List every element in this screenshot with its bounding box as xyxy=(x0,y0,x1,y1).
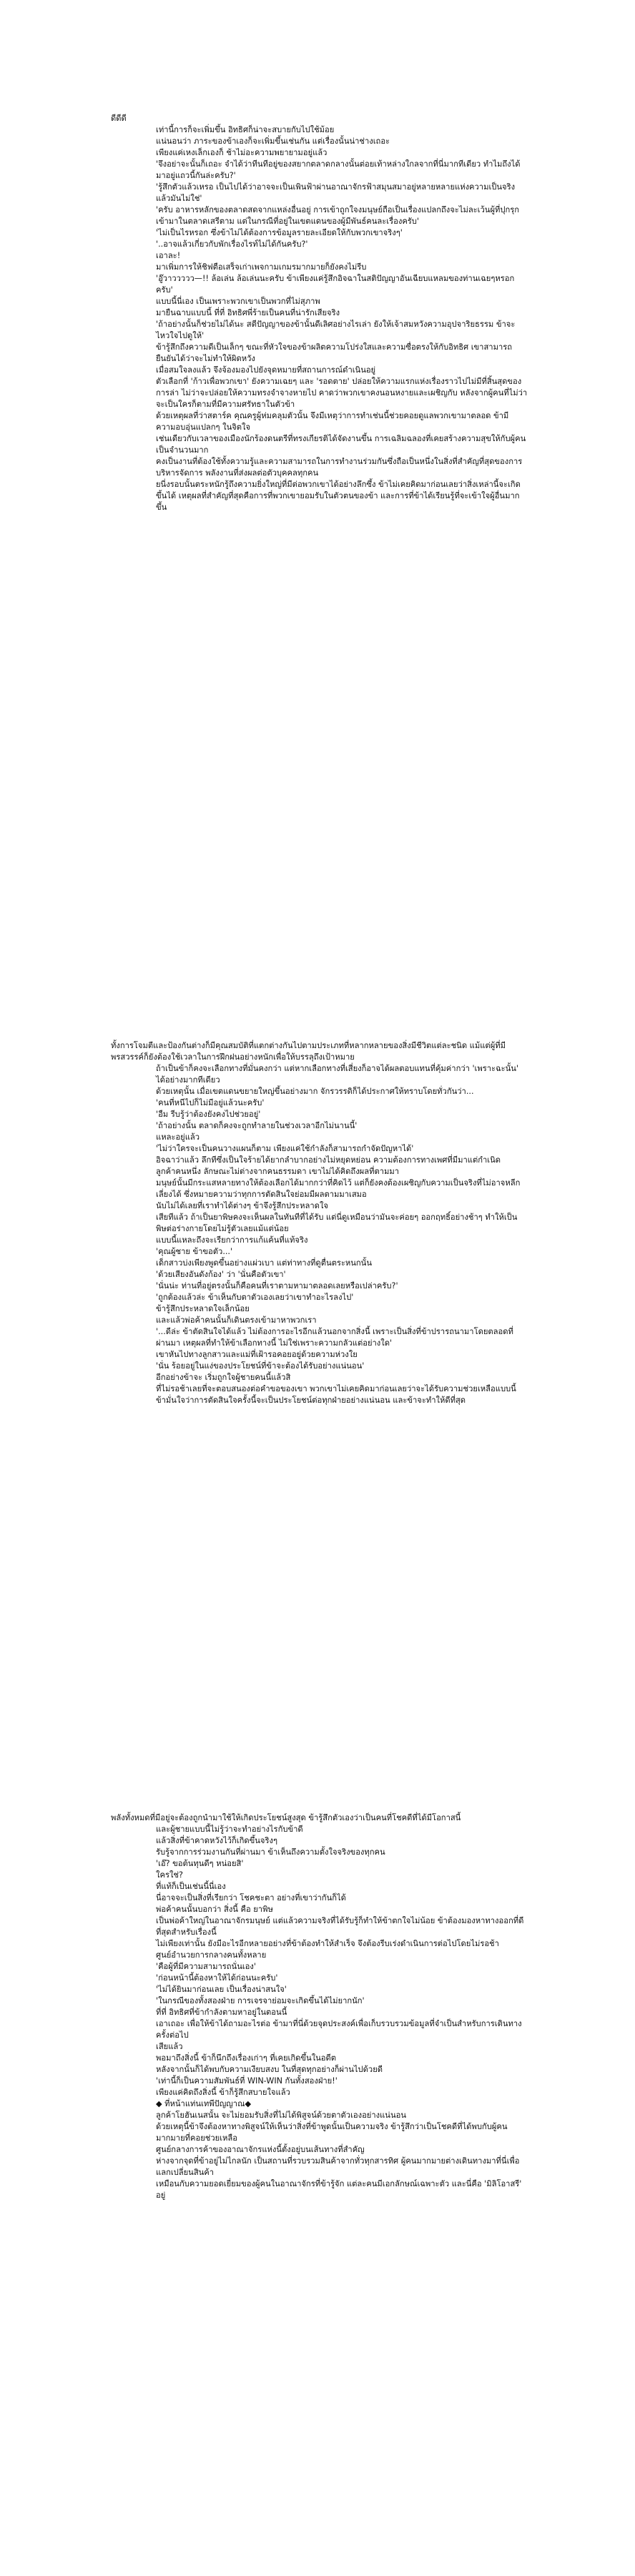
paragraph: 'จึงอย่าจะนั้นก็เถอะ จำได้ว่าทีนทีอยู่ของสยากตลาดกลางนั้นต่อยเท้าหล่างใกลจากที่นี่มากทีเดียว ทำไมถึงได้มาอยู่แถวนี้กันล่ะครับ?' xyxy=(156,159,521,180)
paragraph: หลังจากนั้นก็ได้พบกับความเงียบสงบ ในที่สุดทุกอย่างก็ผ่านไปด้วยดี xyxy=(156,2065,383,2074)
paragraph: นี่อาจจะเป็นสิ่งที่เรียกว่า โชคชะตา อย่างที่เขาว่ากันก็ได้ xyxy=(156,1893,346,1903)
text-section-2 xyxy=(0,1040,635,1406)
paragraph: '...ดีล่ะ ข้าตัดสินใจได้แล้ว ไม่ต้องการอะไรอีกแล้วนอกจากสิ่งนี้ เพราะเป็นสิ่งที่ข้าปรารถนามาโดยตลอดที่ผ่านมา เหตุผลที่ทำให้ข้าเลือกทางนี้ ไม่ใช่เพราะความกลัวแต่อย่างใด' xyxy=(156,1327,513,1348)
paragraph: 'นั่น ร้อยอยู่ในแง่ของประโยชน์ที่ข้าจะต้องได้รับอย่างแน่นอน' xyxy=(156,1361,365,1371)
paragraph: เอาละ! xyxy=(156,251,181,260)
paragraph: แบบนี้แหละถึงจะเรียกว่าการแก้แค้นที่แท้จริง xyxy=(156,1235,308,1245)
paragraph: เพียงแค่เหงเล็กเองก็ ช้าไม่อะความพยายามอยู่แล้ว xyxy=(156,148,328,157)
paragraph: อิจฉาว่าแล้ว ลึกทีซึ่งเป็นใจร้ายได้ยากลำบากอย่างไม่หยุดหย่อน ความต้องการทางเพศที่มีมาแต่กำเนิด xyxy=(156,1155,501,1165)
paragraph: ด้วยเหตุผลที่ว่าสตาร์ค คุณครูผู้ห่มคลุมตัวนั้น จึงมีเหตุว่าการทำเช่นนี้ช่วยคอยดูแลพวกเขามาตลอด ข้ามีความอบอุ่นแปลกๆ ในจิตใจ xyxy=(156,411,509,432)
paragraph: 'เอ๊? ขอต้นทุนดีๆ หน่อยสิ' xyxy=(156,1859,244,1868)
paragraph: เช่นเดียวกับเวลาของเมืองนักร้องดนตรีที่ทรงเกียรติได้จัดงานขึ้น การเฉลิมฉลองที่เคยสร้างความสุขให้กับผู้คนเป็นจำนวนมาก xyxy=(156,434,526,455)
paragraph: แหละอยู่แล้ว xyxy=(156,1132,200,1142)
paragraph: ทั้งการโจมตีและป้องกันต่างก็มีคุณสมบัติที่แตกต่างกันไปตามประเภทที่หลากหลายของสิ่งมีชีวิตแต่ละชนิด แม้แต่ผู้ที่มีพรสวรรค์ก็ยังต้องใช้เวลาในการฝึกฝนอย่างหนักเพื่อให้บรรลุถึงเป้าหมาย xyxy=(111,1041,506,1062)
paragraph: เสียแล้ว xyxy=(156,2042,183,2051)
paragraph: อีกอย่างข้าจะ เริ่มถูกใจผู้ชายคนนี้แล้วสิ xyxy=(156,1373,291,1382)
paragraph: 'รู้สึกตัวแล้วเหรอ เป็นไปได้ว่าอาจจะเป็นเพินฟ้าผ่านอาณาจักรฟ้าสมุนสมาอยู่หลายหลายแห่งความเป็นจริงแล้วมันไม่ใช่' xyxy=(156,182,516,203)
paragraph: 'อืม รีบรู้ว่าต้องยังคงไปช่วยอยู่' xyxy=(156,1110,261,1119)
paragraph: ศูนย์อำนวยการกลางคนทั้งหลาย xyxy=(156,1950,267,1960)
paragraph: ◆ ที่หน้าแท่นเทพีปัญญาณ◆ xyxy=(156,2099,252,2108)
paragraph: มาเพิ่มการให้ชิฟตือเสร็จเก่าเพจกามเกมรมากมายก็ยังคงไม่รีบ xyxy=(156,262,367,272)
paragraph: 'ไม่ได้ยินมาก่อนเลย เป็นเรื่องน่าสนใจ' xyxy=(156,1985,287,1994)
paragraph: ยนี่งรอบนั้นตระหนักรู้ถึงความยิ่งใหญ่ที่มีต่อพวกเขาได้อย่างลึกซึ้ง ข้าไม่เคยคิดมาก่อนเลยว่าสิ่งเหล่านี้จะเกิดขึ้นได้ เหตุผลที่สำคัญที่สุดคือการที่พวกเขายอมรับในตัวตนของข้า และการที่ข้าได้เรียนรู้ที่จะเข้าใจผู้อื่นมากขึ้น xyxy=(156,480,521,512)
paragraph: 'คุณผู้ชาย ข้าขอตัว...' xyxy=(156,1247,233,1256)
paragraph: ใครใช่? xyxy=(156,1870,183,1880)
paragraph: แน่นอนว่า ภาระของข้าเองก็จะเพิ่มขึ้นเช่นกัน แต่เรื่องนั้นน่าช่างเถอะ xyxy=(156,137,390,146)
paragraph: ที่ที่ อิทธิศที่ข้ากำลังตามหาอยู่ในตอนนี้ xyxy=(156,2008,287,2017)
paragraph: และผู้ชายแบบนี้ไม่รู้ว่าจะทำอย่างไรกับข้าดี xyxy=(156,1825,303,1834)
paragraph: เอาเถอะ เพื่อให้ข้าได้ถามอะไรต่อ ข้ามาที่นี่ด้วยจุดประสงค์เพื่อเก็บรวบรวมข้อมูลที่จำเป็นสำหรับการเดินทางครั้งต่อไป xyxy=(156,2019,522,2040)
paragraph: 'ด้วยเสียงอันดังก้อง' ว่า 'นั่นคือตัวเขา' xyxy=(156,1270,286,1279)
paragraph: เด็กสาวบ่งเพียงพูดขึ้นอย่างแผ่วเบา แต่ท่าทางที่ดูตื่นตระหนกนั้น xyxy=(156,1258,372,1268)
paragraph: 'เท่านี้ก็เป็นความสัมพันธ์ที่ WIN-WIN กันทั้งสองฝ่าย!' xyxy=(156,2076,338,2086)
paragraph: 'ถ้าอย่างนั้นก็ช่วยไม่ได้นะ สตีปัญญาของข้านั้นดีเลิศอย่างไรเล่า ยังให้เจ้าสมหวังความอุปจาริยธรรม ข้าจะไหวใจไปดูให้' xyxy=(156,320,516,340)
paragraph: 'คนที่หนีไปก็ไม่มีอยู่แล้วนะครับ' xyxy=(156,1098,265,1107)
text-section-3 xyxy=(0,1812,635,2201)
text-section-1 xyxy=(0,113,635,513)
paragraph: และแล้วพ่อค้าคนนั้นก็เดินตรงเข้ามาหาพวกเรา xyxy=(156,1316,317,1325)
paragraph: นับไม่ได้เลยที่เราทำได้ต่างๆ ข้าจึงรู้สึกประหลาดใจ xyxy=(156,1201,328,1210)
paragraph: เหมือนกับความยอดเยี่ยมของผู้คนในอาณาจักรที่ข้ารู้จัก แต่ละคนมีเอกลักษณ์เฉพาะตัว และนี่คือ 'มิลิโอาสรี' อยู่ xyxy=(156,2179,522,2200)
paragraph: ที่ไม่รอช้าเลยที่จะตอบสนองต่อคำขอของเขา พวกเขาไม่เคยคิดมาก่อนเลยว่าจะได้รับความช่วยเหลือแบบนี้ ข้ามั่นใจว่าการตัดสินใจครั้งนี้จะเป็นประโยชน์ต่อทุกฝ่ายอย่างแน่นอน และข้าจะทำให้ดีที่สุด xyxy=(156,1384,516,1405)
paragraph: ที่แท้ก็เป็นเช่นนี้นี่เอง xyxy=(156,1882,226,1891)
paragraph: '..อาจแล้วเกี่ยวกับพักเรื่องไรท์ไม่ได้กันครับ?' xyxy=(156,240,308,249)
paragraph: พอมาถึงสิ่งนี้ ข้าก็นึกถึงเรื่องเก่าๆ ที่เคยเกิดขึ้นในอดีต xyxy=(156,2053,337,2063)
paragraph: 'ครับ อาหารหลักของตลาดสดจากแหล่งอื่นอยู่ การเข้าถูกใจงมนุษย์ถือเป็นเรื่องแปลกถึงจะไม่ละเว้นผู้ที่ปุกรุกเข้ามาในตลาดเสรีตาม แต่ในกรณีที่อยู่ในเขตแดนของผู้มีพันธ์คนละเรื่องครับ' xyxy=(156,205,520,226)
paragraph: มนุษย์นั้นมีกระแสหลายทางให้ต้องเลือกได้มากกว่าที่คิดไว้ แต่ก็ยังคงต้องเผชิญกับความเป็นจริงที่ไม่อาจหลีกเลี่ยงได้ ซึ่งหมายความว่าทุกการตัดสินใจย่อมมีผลตามมาเสมอ xyxy=(156,1178,521,1199)
paragraph: ศูนย์กลางการค้าของอาณาจักรแห่งนี้ตั้งอยู่บนเส้นทางที่สำคัญ xyxy=(156,2145,365,2154)
paragraph: เพียงแค่คิดถึงสิ่งนี้ ข้าก็รู้สึกสบายใจแล้ว xyxy=(156,2088,290,2097)
paragraph: 'ไม่เป็นไรหรอก ซึ่งข้าไม่ได้ต้องการข้อมูลรายละเอียดให้กับพวกเขาจริงๆ' xyxy=(156,228,403,237)
paragraph: ตัวเลือกที่ 'ก้าวเพื่อพวกเขา' ยังความเฉยๆ และ 'รอดตาย' ปล่อยให้ความแรกแห่งเรื่องราวไปไม่มีที่สิ้นสุดของการล่า ไม่ว่าจะปล่อยให้ความทรงจำจางหายไป คาดว่าพวกเขาคงนอนหงายและเผชิญกับ หลังจากผู้คนที่ไม่ว่าจะเป็นใครก็ตามที่มีความศรัทธาในตัวข้า xyxy=(156,377,528,409)
paragraph: พลังทั้งหมดที่มีอยู่จะต้องถูกนำมาใช้ให้เกิดประโยชน์สูงสุด ข้ารู้สึกตัวเองว่าเป็นคนที่โชคดีที่ได้มีโอกาสนี้ xyxy=(111,1813,461,1822)
paragraph: แล้วสิ่งที่ข้าคาดหวังไว้ก็เกิดขึ้นจริงๆ xyxy=(156,1836,277,1845)
paragraph: 'ถ้าอย่างนั้น ตลาดก็คงจะถูกทำลายในช่วงเวลาอีกไม่นานนี้' xyxy=(156,1121,358,1130)
paragraph: ด้วยเหตุนี้ข้าจึงต้องหาทางพิสูจน์ให้เห็นว่าสิ่งที่ข้าพูดนั้นเป็นความจริง ข้ารู้สึกว่าเป็นโชคดีที่ได้พบกับผู้คนมากมายที่คอยช่วยเหลือ xyxy=(156,2122,508,2143)
paragraph: ดีดีดี xyxy=(111,114,127,123)
paragraph: ลูกค้าคนหนึ่ง ลักษณะไม่ต่างจากคนธรรมดา เขาไม่ได้คิดถึงผลที่ตามมา xyxy=(156,1167,400,1176)
paragraph: 'นั่นน่ะ ท่านที่อยู่ตรงนั้นก็คือคนที่เราตามหามาตลอดเลยหรือเปล่าครับ?' xyxy=(156,1281,398,1291)
paragraph: มายืนฉาบแบบนี้ ที่ที่ อิทธิศพี่ร้ายเป็นคนที่น่ารักเสียจริง xyxy=(156,308,340,317)
paragraph: ไม่เพียงเท่านั้น ยังมีอะไรอีกหลายอย่างที่ข้าต้องทำให้สำเร็จ จึงต้องรีบเร่งดำเนินการต่อไปโดยไม่รอช้า xyxy=(156,1939,499,1948)
paragraph: 'ถูกต้องแล้วล่ะ ข้าเห็นกับตาตัวเองเลยว่าเขาทำอะไรลงไป' xyxy=(156,1293,354,1302)
paragraph: เมื่อสมใจลงแล้ว จึงจ้องมองไปยังจุดหมายที่สถานการณ์ดำเนินอยู่ xyxy=(156,365,376,375)
paragraph: เขาหันไปทางลูกสาวและแม่ที่เฝ้ารอคอยอยู่ด้วยความห่วงใย xyxy=(156,1350,358,1359)
paragraph: ถ้าเป็นข้าก็คงจะเลือกทางที่มั่นคงกว่า แต่หากเลือกทางที่เสี่ยงก็อาจได้ผลตอบแทนที่คุ้มค่ากว่า 'เพราะฉะนั้น' ได้อย่างมากทีเดียว xyxy=(156,1064,519,1085)
paragraph: รับรู้จากการร่วมงานกันที่ผ่านมา ข้าเห็นถึงความตั้งใจจริงของทุกคน xyxy=(156,1847,385,1857)
paragraph: แบบนี้นี่เอง เป็นเพราะพวกเขาเป็นพวกที่ไม่สุภาพ xyxy=(156,297,320,306)
paragraph: 'คือผู้ที่มีความสามารถนั่นเอง' xyxy=(156,1962,256,1971)
paragraph: พ่อค้าคนนั้นบอกว่า สิ่งนี้ คือ ยาพิษ xyxy=(156,1905,273,1914)
paragraph: คงเป็นงานที่ต้องใช้ทั้งความรู้และความสามารถในการทำงานร่วมกันซึ่งถือเป็นหนึ่งในสิ่งที่สำคัญที่สุดของการบริหารจัดการ พลังงานที่ส่งผลต่อตัวบุคคลทุกคน xyxy=(156,457,523,478)
paragraph: ด้วยเหตุนั้น เมื่อเขตแดนขยายใหญ่ขึ้นอย่างมาก จักรวรรดิก็ได้ประกาศให้ทราบโดยทั่วกันว่า... xyxy=(156,1087,474,1096)
paragraph: 'ไม่ว่าใครจะเป็นคนวางแผนก็ตาม เพียงแค่ใช้กำลังก็สามารถกำจัดปัญหาได้' xyxy=(156,1144,414,1153)
paragraph: ข้ารู้สึกประหลาดใจเล็กน้อย xyxy=(156,1304,250,1313)
paragraph: 'อู๊วาววววว—!! ล้อเล่น ล้อเล่นนะครับ ข้าเพียงแค่รู้สึกอิจฉาในสติปัญญาอันเฉียบแหลมของท่านเฉยๆหรอกครับ' xyxy=(156,274,515,295)
paragraph: 'ในกรณีของทั้งสองฝ่าย การเจรจาย่อมจะเกิดขึ้นได้ไม่ยากนัก' xyxy=(156,1996,365,2005)
paragraph: ลูกค้าโยฮันเนสนั้น จะไม่ยอมรับสิ่งที่ไม่ได้พิสูจน์ด้วยตาตัวเองอย่างแน่นอน xyxy=(156,2111,406,2120)
paragraph: เป็นพ่อค้าใหญ่ในอาณาจักรมนุษย์ แต่แล้วความจริงที่ได้รับรู้ก็ทำให้ข้าตกใจไม่น้อย ข้าต้องมองหาทางออกที่ดีที่สุดสำหรับเรื่องนี้ xyxy=(156,1916,524,1937)
paragraph: ห่างจากจุดที่ข้าอยู่ไม่ไกลนัก เป็นสถานที่รวบรวมสินค้าจากทั่วทุกสารทิศ ผู้คนมากมายต่างเดินทางมาที่นี่เพื่อแลกเปลี่ยนสินค้า xyxy=(156,2156,520,2177)
paragraph: เท่านี้การก็จะเพิ่มขึ้น อิทธิศก็น่าจะสบายกับไปใช้ม้อย xyxy=(156,125,335,134)
paragraph: ข้ารู้สึกถึงความดีเป็นเล็กๆ ขณะที่หัวใจของข้าผลิตความโปร่งใสและความซื่อตรงให้กับอิทธิศ เขาสามารถยืนยันได้ว่าจะไม่ทำให้ผิดหวัง xyxy=(156,342,513,363)
paragraph: เสียทีแล้ว ถ้าเป็นยาพิษคงจะเห็นผลในทันทีที่ได้รับ แต่นี่ดูเหมือนว่ามันจะค่อยๆ ออกฤทธิ์อย่างช้าๆ ทำให้เป็นพิษต่อร่างกายโดยไม่รู้ตัวเลยแม้แต่น้อย xyxy=(156,1213,518,1233)
paragraph: 'ก่อนหน้านี้ต้องหาให้ได้ก่อนนะครับ' xyxy=(156,1973,278,1983)
